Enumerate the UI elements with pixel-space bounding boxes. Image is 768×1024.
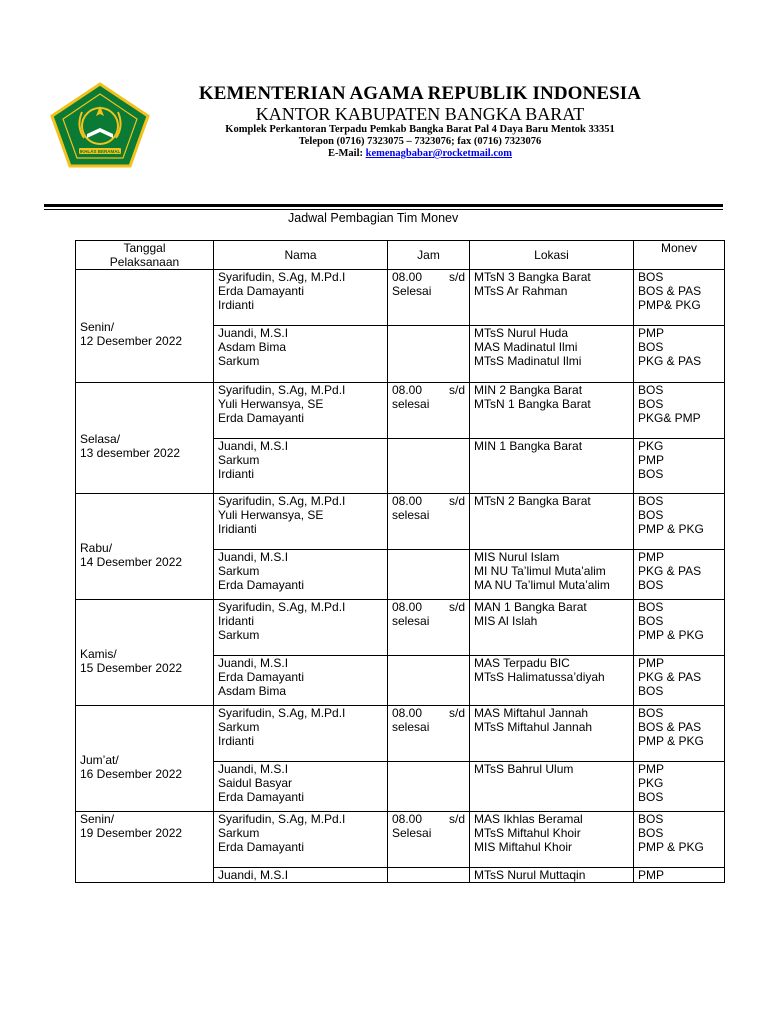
location-cell-line: MIN 2 Bangka Barat [474,383,583,397]
monev-cell-line: BOS [638,397,664,411]
name-cell-line: Juandi, M.S.I [218,762,289,776]
monev-cell [634,706,725,762]
monev-cell-line: BOS [638,790,664,804]
phone-line: Telepon (0716) 7323075 – 7323076; fax (0716) 7323076 [298,136,542,147]
header-monev: Monev [634,241,725,270]
name-cell-line: Asdam Bima [218,340,287,354]
monev-cell-line: BOS [638,270,664,284]
name-cell-line: Sarkum [218,628,260,642]
name-cell-line: Juandi, M.S.I [218,326,289,340]
monev-cell-line: PMP & PKG [638,734,704,748]
monev-cell-line: PMP& PKG [638,298,701,312]
time-cell [388,270,470,326]
location-cell [470,762,634,812]
location-cell-line: MTsS Halimatussa’diyah [474,670,605,684]
name-cell [214,656,388,706]
monev-cell-line: PKG & PAS [638,564,702,578]
table-body [76,270,725,883]
time-end: selesai [392,508,430,522]
location-cell-line: MAS Miftahul Jannah [474,706,589,720]
location-cell-line: MI NU Ta’limul Muta’alim [474,564,606,578]
name-cell-line: Irdianti [218,298,255,312]
time-end: selesai [392,397,430,411]
name-cell-line: Sarkum [218,564,260,578]
monev-cell-line: PMP [638,656,665,670]
time-sd: s/d [448,383,465,397]
time-end: selesai [392,614,430,628]
location-cell-line: MTsS Ar Rahman [474,284,568,298]
location-cell-line: MIN 1 Bangka Barat [474,439,583,453]
time-end: Selesai [392,284,432,298]
time-cell [388,812,470,868]
name-cell [214,762,388,812]
monev-cell [634,656,725,706]
location-cell-line: MAS Ikhlas Beramal [474,812,583,826]
location-cell [470,494,634,550]
org-name: KEMENTERIAN AGAMA REPUBLIK INDONESIA [198,83,642,104]
name-cell-line: Erda Damayanti [218,578,305,592]
svg-text:IKHLAS BERAMAL: IKHLAS BERAMAL [79,149,121,154]
monev-cell [634,326,725,383]
monev-cell-line: PKG [638,439,664,453]
monev-cell-line: BOS [638,467,664,481]
header-time: Jam [388,241,470,270]
location-cell [470,812,634,868]
time-start: 08.00 [392,383,423,397]
address-line: Komplek Perkantoran Terpadu Pemkab Bangka Barat Pal 4 Daya Baru Mentok 33351 [225,124,615,135]
name-cell-line: Erda Damayanti [218,840,305,854]
monev-cell-line: PKG & PAS [638,354,702,368]
time-sd: s/d [448,706,465,720]
name-cell-line: Juandi, M.S.I [218,868,289,882]
name-cell-line: Juandi, M.S.I [218,439,289,453]
header-rule-thin [44,209,723,210]
location-cell [470,383,634,439]
location-cell-line: MIS Miftahul Khoir [474,840,573,854]
monev-cell-line: BOS [638,614,664,628]
header-name: Nama [214,241,388,270]
time-cell [388,494,470,550]
time-cell [388,656,470,706]
date-cell: Rabu/ 14 Desember 2022 [76,494,214,600]
monev-cell [634,439,725,494]
name-cell-line: Irdianti [218,467,255,481]
table-row [76,270,725,326]
location-cell [470,550,634,600]
email-line [160,148,680,160]
name-cell-line: Erda Damayanti [218,411,305,425]
time-end: Selesai [392,826,432,840]
header-date: Tanggal Pelaksanaan [76,241,214,270]
monev-cell-line: PMP [638,326,665,340]
monev-cell-line: BOS [638,826,664,840]
monev-cell-line: BOS [638,494,664,508]
location-cell [470,326,634,383]
location-cell-line: MIS Al Islah [474,614,538,628]
name-cell-line: Irdianti [218,734,255,748]
monev-cell-line: PMP & PKG [638,628,704,642]
location-cell-line: MTsS Miftahul Jannah [474,720,593,734]
table-row [76,494,725,550]
name-cell [214,812,388,868]
time-cell [388,706,470,762]
time-start: 08.00 [392,812,423,826]
name-cell [214,494,388,550]
name-cell [214,439,388,494]
monev-cell-line: BOS [638,340,664,354]
name-cell-line: Yuli Herwansya, SE [218,397,324,411]
location-cell-line: MAS Madinatul Ilmi [474,340,578,354]
time-start: 08.00 [392,494,423,508]
name-cell-line: Iridanti [218,614,255,628]
date-cell: Jum’at/ 16 Desember 2022 [76,706,214,812]
name-cell-line: Juandi, M.S.I [218,656,289,670]
header-rule-thick [44,204,723,207]
location-cell-line: MAN 1 Bangka Barat [474,600,587,614]
location-cell [470,868,634,883]
name-cell-line: Yuli Herwansya, SE [218,508,324,522]
table-row [76,383,725,439]
location-cell-line: MTsS Nurul Huda [474,326,569,340]
date-cell: Kamis/ 15 Desember 2022 [76,600,214,706]
time-cell [388,550,470,600]
name-cell-line: Asdam Bima [218,684,287,698]
name-cell-line: Erda Damayanti [218,790,305,804]
location-cell-line: MTsS Miftahul Khoir [474,826,581,840]
monev-cell-line: PMP [638,453,665,467]
location-cell-line: MIS Nurul Islam [474,550,560,564]
monev-cell [634,600,725,656]
date-cell: Senin/ 19 Desember 2022 [76,812,214,883]
time-start: 08.00 [392,270,423,284]
header-location: Lokasi [470,241,634,270]
time-start: 08.00 [392,706,423,720]
monev-cell-line: BOS [638,812,664,826]
name-cell-line: Syarifudin, S.Ag, M.Pd.I [218,383,346,397]
name-cell-line: Erda Damayanti [218,670,305,684]
monev-cell-line: BOS [638,508,664,522]
name-cell-line: Sarkum [218,826,260,840]
name-cell [214,270,388,326]
name-cell [214,868,388,883]
time-start: 08.00 [392,600,423,614]
name-cell-line: Sarkum [218,453,260,467]
time-cell [388,326,470,383]
name-cell-line: Syarifudin, S.Ag, M.Pd.I [218,706,346,720]
schedule-table [75,240,725,883]
monev-cell-line: BOS [638,578,664,592]
location-cell-line: MTsS Madinatul Ilmi [474,354,582,368]
email-link[interactable]: kemenagbabar@rocketmail.com [365,148,512,159]
date-cell: Senin/ 12 Desember 2022 [76,270,214,383]
monev-cell-line: PKG [638,776,664,790]
monev-cell-line: BOS [638,684,664,698]
monev-cell-line: PMP & PKG [638,840,704,854]
table-row [76,812,725,868]
name-cell [214,383,388,439]
location-cell [470,600,634,656]
monev-cell [634,270,725,326]
name-cell-line: Sarkum [218,354,260,368]
date-cell: Selasa/ 13 desember 2022 [76,383,214,494]
monev-cell-line: PMP & PKG [638,522,704,536]
time-sd: s/d [448,270,465,284]
monev-cell [634,383,725,439]
location-cell-line: MTsN 3 Bangka Barat [474,270,591,284]
name-cell-line: Saidul Basyar [218,776,293,790]
name-cell-line: Syarifudin, S.Ag, M.Pd.I [218,600,346,614]
monev-cell [634,550,725,600]
monev-cell-line: BOS & PAS [638,284,702,298]
location-cell [470,706,634,762]
monev-cell-line: PKG & PAS [638,670,702,684]
monev-cell [634,762,725,812]
kemenag-logo [49,82,151,168]
location-cell-line: MA NU Ta’limul Muta’alim [474,578,610,592]
time-end: selesai [392,720,430,734]
location-cell [470,656,634,706]
monev-cell-line: BOS & PAS [638,720,702,734]
table-row [76,706,725,762]
name-cell [214,706,388,762]
name-cell [214,600,388,656]
time-cell [388,439,470,494]
name-cell-line: Erda Damayanti [218,284,305,298]
monev-cell-line: PMP [638,868,665,882]
monev-cell-line: PKG& PMP [638,411,701,425]
location-cell-line: MTsN 1 Bangka Barat [474,397,591,411]
time-sd: s/d [448,812,465,826]
location-cell-line: MTsN 2 Bangka Barat [474,494,591,508]
email-label: E-Mail: [328,148,366,159]
office-name: KANTOR KABUPATEN BANGKA BARAT [255,104,585,124]
name-cell-line: Syarifudin, S.Ag, M.Pd.I [218,494,346,508]
time-sd: s/d [448,494,465,508]
name-cell [214,550,388,600]
address-block [160,124,680,160]
time-cell [388,762,470,812]
time-cell [388,600,470,656]
name-cell-line: Juandi, M.S.I [218,550,289,564]
location-cell [470,439,634,494]
monev-cell [634,494,725,550]
monev-cell-line: BOS [638,383,664,397]
location-cell-line: MTsS Nurul Muttaqin [474,868,586,882]
table-header-row [76,241,725,270]
monev-cell-line: PMP [638,550,665,564]
name-cell-line: Sarkum [218,720,260,734]
table-row [76,600,725,656]
location-cell-line: MAS Terpadu BIC [474,656,570,670]
time-sd: s/d [448,600,465,614]
monev-cell [634,868,725,883]
monev-cell-line: BOS [638,600,664,614]
document-title: Jadwal Pembagian Tim Monev [288,211,459,225]
location-cell-line: MTsS Bahrul Ulum [474,762,574,776]
time-cell [388,383,470,439]
monev-cell-line: BOS [638,706,664,720]
name-cell-line: Iridianti [218,522,257,536]
monev-cell [634,812,725,868]
time-cell [388,868,470,883]
name-cell-line: Syarifudin, S.Ag, M.Pd.I [218,812,346,826]
monev-cell-line: PMP [638,762,665,776]
location-cell [470,270,634,326]
name-cell [214,326,388,383]
name-cell-line: Syarifudin, S.Ag, M.Pd.I [218,270,346,284]
